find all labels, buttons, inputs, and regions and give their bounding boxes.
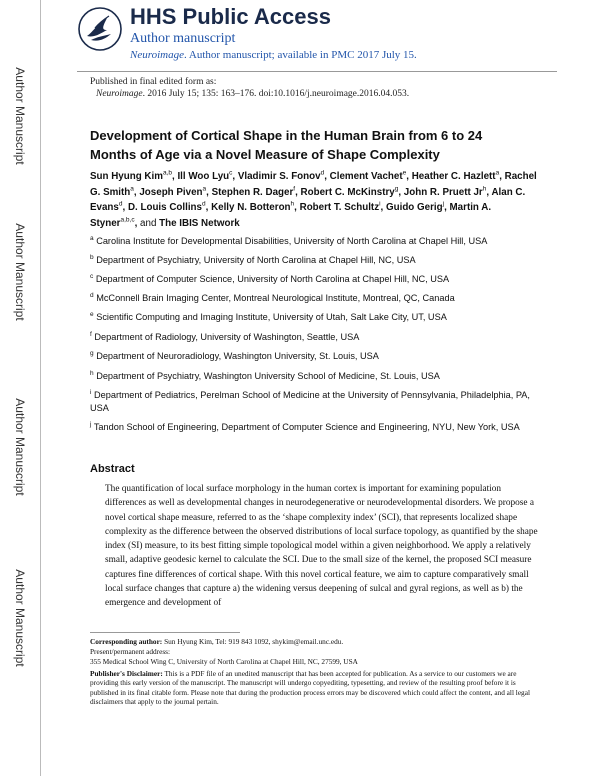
affiliation-item bbox=[90, 254, 540, 267]
author-affiliation-marker: d bbox=[118, 200, 123, 208]
affiliation-marker: b bbox=[90, 253, 94, 261]
author-list: Sun Hyung Kim$^{a,b}$, Ill Woo Lyu$^c$, Vladimir S. Fonov$^d$, Clement Vachet$^e$, Heather C. Hazlett$^a$, Rachel G. Smith$^a$, Joseph Piven$^a$, Stephen R. Dager$^f$, Robert C. McKinstry$^g$, John R. Pruett Jr$^h$, Alan C. Evans$^d$, D. Louis Collins$^d$, Kelly N. Botteron$^h$, Robert T. Schultz$^i$, Guido Gerig$^j$, Martin A. Styner$^{a,b,c}$, and The IBIS Network bbox=[90, 169, 537, 229]
author-name: Martin A. Styner bbox=[90, 202, 492, 229]
author-name: Clement Vachet bbox=[329, 171, 403, 182]
journal-name: Neuroimage bbox=[130, 49, 184, 61]
author-affiliation-marker: h bbox=[290, 200, 295, 208]
sidebar-divider bbox=[40, 0, 41, 776]
affiliation-text: McConnell Brain Imaging Center, Montreal Neurological Institute, Montreal, QC, Canada bbox=[96, 293, 455, 303]
affiliation-item bbox=[90, 273, 540, 286]
affiliation-marker: i bbox=[90, 388, 92, 396]
author-name: D. Louis Collins bbox=[127, 202, 202, 213]
present-address: 355 Medical School Wing C, University of North Carolina at Chapel Hill, NC, 27599, USA bbox=[90, 657, 358, 666]
affiliation-text: Scientific Computing and Imaging Institute, University of Utah, Salt Lake City, UT, USA bbox=[96, 312, 447, 322]
affiliation-marker: c bbox=[90, 272, 94, 280]
author-name: Joseph Piven bbox=[139, 186, 203, 198]
hhs-eagle-logo-icon bbox=[77, 6, 123, 52]
author-network: The IBIS Network bbox=[159, 217, 240, 229]
affiliation-marker: g bbox=[90, 349, 94, 357]
article-title: Development of Cortical Shape in the Human Brain from 6 to 24 Months of Age via a Novel Measure of Shape Complexity bbox=[90, 128, 483, 162]
author-affiliation-marker: c bbox=[229, 169, 233, 177]
affiliation-text: Department of Psychiatry, University of North Carolina at Chapel Hill, NC, USA bbox=[96, 255, 416, 265]
corresponding-author bbox=[90, 637, 540, 646]
affiliation-marker: d bbox=[90, 291, 94, 299]
author-name: Robert C. McKinstry bbox=[300, 186, 395, 198]
abstract-heading: Abstract bbox=[90, 463, 135, 475]
citation bbox=[96, 89, 409, 99]
sidebar-label: Author Manuscript bbox=[13, 398, 27, 496]
author-name: Heather C. Hazlett bbox=[411, 171, 496, 182]
published-label: Published in final edited form as: bbox=[90, 77, 217, 87]
affiliation-text: Department of Pediatrics, Perelman School of Medicine at the University of Pennsylvania, Philadelphia, PA, USA bbox=[90, 390, 530, 413]
citation-text: . 2016 July 15; 135: 163–176. doi:10.1016/j.neuroimage.2016.04.053. bbox=[142, 89, 410, 99]
hhs-title: HHS Public Access bbox=[130, 4, 331, 29]
author-name: Kelly N. Botteron bbox=[211, 202, 291, 213]
author-conjunction: and bbox=[140, 217, 157, 229]
author-affiliation-marker: a bbox=[202, 185, 207, 193]
author-affiliation-marker: j bbox=[442, 200, 445, 208]
author-name: Rachel G. Smith bbox=[90, 171, 537, 198]
disclaimer-text: This is a PDF file of an unedited manuscript that has been accepted for publication. As a service to our customers we are providing this early version of the manuscript. The manuscript will undergo copyediting, typesetting, and review of the resulting proof before it is published in its final citable form. Please note that during the production process errors may be discovered which could affect the content, and all legal disclaimers that apply to the journal pertain. bbox=[90, 669, 530, 707]
corr-label: Corresponding author: bbox=[90, 637, 163, 646]
sidebar-label: Author Manuscript bbox=[13, 67, 27, 165]
author-name: Ill Woo Lyu bbox=[177, 171, 230, 182]
sidebar-label: Author Manuscript bbox=[13, 223, 27, 321]
author-affiliation-marker: a bbox=[495, 169, 500, 177]
author-affiliation-marker: d bbox=[201, 200, 206, 208]
affiliation-item bbox=[90, 235, 540, 248]
affiliation-text: Department of Neuroradiology, Washington University, St. Louis, USA bbox=[96, 351, 379, 361]
affiliation-item bbox=[90, 389, 540, 415]
abstract-text: The quantification of local surface morphology in the human cortex is important for examining population differences as well as developmental changes in neurodegenerative or neurodevelopmental disorders. We propose a novel cortical shape measure, referred to as the ‘shape complexity index’ (SCI), that represents localized shape complexity as the difference between the observed distributions of local surface topology, as quantified by the shape index (SI) measure, to its best fitting simple topological model within a given neighborhood. We apply a relatively small, adaptive geodesic kernel to calculate the SCI. Due to the small size of the kernel, the proposed SCI measure captures fine differences of cortical shape. With this novel cortical feature, we aim to capture comparatively small local surface changes that capture a) the widening versus deepening of sulcal and gyral regions, as well as b) the emergence and development of bbox=[105, 484, 538, 609]
footnote-rule bbox=[90, 632, 240, 633]
author-affiliation-marker: e bbox=[402, 169, 407, 177]
author-name: Vladimir S. Fonov bbox=[237, 171, 321, 182]
affiliation-item bbox=[90, 370, 540, 383]
author-affiliation-marker: i bbox=[379, 200, 381, 208]
author-affiliation-marker: g bbox=[394, 185, 399, 193]
affiliation-marker: f bbox=[90, 330, 92, 338]
availability-line bbox=[130, 49, 417, 61]
affiliation-text: Department of Computer Science, University of North Carolina at Chapel Hill, NC, USA bbox=[95, 274, 450, 284]
affiliation-text: Carolina Institute for Developmental Disabilities, University of North Carolina at Chapel Hill, USA bbox=[96, 236, 488, 246]
affiliation-text: Tandon School of Engineering, Department of Computer Science and Engineering, NYU, New York, USA bbox=[93, 422, 520, 432]
author-name: Robert T. Schultz bbox=[299, 202, 380, 213]
affiliation-item bbox=[90, 331, 540, 344]
affiliation-text: Department of Radiology, University of Washington, Seattle, USA bbox=[94, 332, 360, 342]
author-name: John R. Pruett Jr bbox=[403, 186, 483, 198]
affiliation-marker: a bbox=[90, 234, 94, 242]
affiliation-text: Department of Psychiatry, Washington University School of Medicine, St. Louis, USA bbox=[96, 371, 440, 381]
citation-journal: Neuroimage bbox=[96, 89, 143, 99]
affiliation-marker: e bbox=[90, 310, 94, 318]
sidebar bbox=[0, 0, 40, 776]
publisher-disclaimer bbox=[90, 669, 540, 707]
author-name: Sun Hyung Kim bbox=[90, 171, 163, 182]
author-affiliation-marker: a bbox=[130, 185, 134, 193]
author-affiliation-marker: a,b,c bbox=[120, 216, 135, 224]
author-name: Stephen R. Dager bbox=[211, 186, 294, 198]
corr-text: Sun Hyung Kim, Tel: 919 843 1092, shykim@email.unc.edu. bbox=[164, 637, 344, 646]
affiliation-marker: j bbox=[90, 420, 92, 428]
author-affiliation-marker: d bbox=[320, 169, 325, 177]
author-affiliation-marker: a,b bbox=[162, 169, 172, 177]
disclaimer-label: Publisher's Disclaimer: bbox=[90, 669, 163, 678]
author-name: Alan C. Evans bbox=[90, 186, 526, 213]
affiliation-marker: h bbox=[90, 369, 94, 377]
header-rule bbox=[77, 71, 557, 72]
author-manuscript-label: Author manuscript bbox=[130, 31, 236, 46]
affiliation-item bbox=[90, 350, 540, 363]
availability-text: . Author manuscript; available in PMC 2017 July 15. bbox=[183, 49, 417, 61]
affiliation-item bbox=[90, 292, 540, 305]
author-affiliation-marker: h bbox=[482, 185, 487, 193]
present-address-label: Present/permanent address: bbox=[90, 647, 171, 656]
author-name: Guido Gerig bbox=[386, 202, 443, 213]
affiliation-item bbox=[90, 311, 540, 324]
sidebar-label: Author Manuscript bbox=[13, 569, 27, 667]
affiliation-item bbox=[90, 421, 540, 434]
author-affiliation-marker: f bbox=[293, 185, 296, 193]
